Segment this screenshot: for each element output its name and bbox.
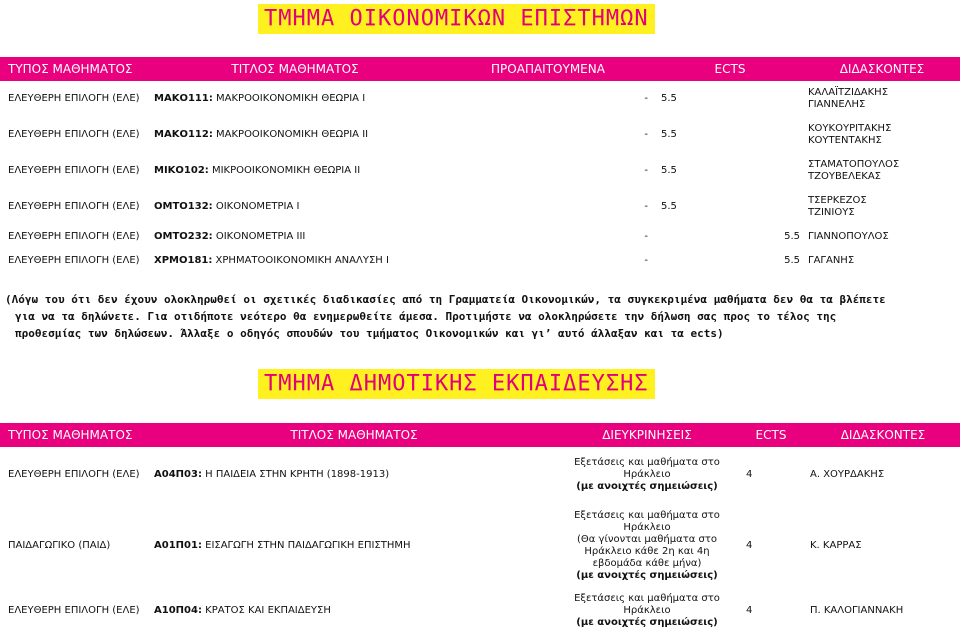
course-name: ΜΙΚΡΟΟΙΚΟΝΟΜΙΚΗ ΘΕΩΡΙΑ ΙΙ <box>208 165 361 176</box>
course-teacher: Π. ΚΑΛΟΓΙΑΝΝΑΚΗ <box>810 605 904 616</box>
notes-line: Εξετάσεις και μαθήματα στο <box>574 593 720 604</box>
table-row <box>0 81 960 117</box>
course-code: ΧΡΜΟ181: <box>154 255 213 266</box>
course-title <box>150 189 440 225</box>
course-ects: 5.5 <box>784 231 800 242</box>
course-type: ΕΛΕΥΘΕΡΗ ΕΠΙΛΟΓΗ (ΕΛΕ) <box>8 93 140 104</box>
course-type: ΕΛΕΥΘΕΡΗ ΕΠΙΛΟΓΗ (ΕΛΕ) <box>8 469 140 480</box>
course-title <box>150 589 558 633</box>
course-notes <box>558 503 736 589</box>
course-type: ΕΛΕΥΘΕΡΗ ΕΠΙΛΟΓΗ (ΕΛΕ) <box>8 605 140 616</box>
header-course: ΤΙΤΛΟΣ ΜΑΘΗΜΑΤΟΣ <box>150 57 440 81</box>
course-name: ΧΡΗΜΑΤΟΟΙΚΟΝΟΜΙΚΗ ΑΝΑΛΥΣΗ Ι <box>212 255 389 266</box>
notes-bold: (με ανοιχτές σημειώσεις) <box>576 481 718 492</box>
header-ects: ECTS <box>736 423 806 447</box>
teacher-name: ΓΙΑΝΝΟΠΟΥΛΟΣ <box>808 231 889 242</box>
course-code: ΜΑΚΟ112: <box>154 129 213 140</box>
course-teachers <box>804 225 960 249</box>
header-teachers: ΔΙΔΑΣΚΟΝΤΕΣ <box>804 57 960 81</box>
header-course: ΤΙΤΛΟΣ ΜΑΘΗΜΑΤΟΣ <box>150 423 558 447</box>
notes-line: Ηράκλειο κάθε 2η και 4η εβδομάδα κάθε μήνα) <box>584 546 710 569</box>
table-row <box>0 249 960 273</box>
course-code: ΜΑΚΟ111: <box>154 93 213 104</box>
notes-line: Ηράκλειο <box>623 522 671 533</box>
course-title <box>150 225 440 249</box>
table-row <box>0 225 960 249</box>
course-prereq: - <box>644 93 648 104</box>
header-type: ΤΥΠΟΣ ΜΑΘΗΜΑΤΟΣ <box>0 423 150 447</box>
economics-courses-table <box>0 57 960 273</box>
course-code: ΜΙΚΟ102: <box>154 165 209 176</box>
notes-line: (Θα γίνονται μαθήματα στο <box>577 534 717 545</box>
course-name: ΟΙΚΟΝΟΜΕΤΡΙΑ Ι <box>212 201 300 212</box>
teacher-name: ΓΑΓΑΝΗΣ <box>808 255 855 266</box>
notes-line: Ηράκλειο <box>623 469 671 480</box>
teacher-name: ΤΖΙΝΙΟΥΣ <box>808 207 855 218</box>
notes-bold: (με ανοιχτές σημειώσεις) <box>576 617 718 628</box>
section-title-economics: ΤΜΗΜΑ ΟΙΚΟΝΟΜΙΚΩΝ ΕΠΙΣΤΗΜΩΝ <box>258 4 655 34</box>
course-title <box>150 249 440 273</box>
course-notes <box>558 589 736 633</box>
table-row <box>0 589 960 633</box>
table-row <box>0 189 960 225</box>
table-row <box>0 447 960 503</box>
header-prereq: ΠΡΟΑΠΑΙΤΟΥΜΕΝΑ <box>440 57 656 81</box>
header-type: ΤΥΠΟΣ ΜΑΘΗΜΑΤΟΣ <box>0 57 150 81</box>
course-title <box>150 117 440 153</box>
course-ects: 5.5 <box>661 129 677 140</box>
teacher-name: ΚΑΛΑΪΤΖΙΔΑΚΗΣ <box>808 87 889 98</box>
notes-line: Εξετάσεις και μαθήματα στο <box>574 457 720 468</box>
teacher-name: ΤΣΕΡΚΕΖΟΣ <box>808 195 867 206</box>
course-code: ΟΜΤΟ132: <box>154 201 213 212</box>
table-row <box>0 503 960 589</box>
teacher-name: ΚΟΥΚΟΥΡΙΤΑΚΗΣ <box>808 123 892 134</box>
course-type: ΠΑΙΔΑΓΩΓΙΚΟ (ΠΑΙΔ) <box>8 540 111 551</box>
course-name: ΜΑΚΡΟΟΙΚΟΝΟΜΙΚΗ ΘΕΩΡΙΑ Ι <box>212 93 366 104</box>
course-code: Α04Π03: <box>154 469 202 480</box>
primary-education-courses-table <box>0 423 960 633</box>
course-code: Α10Π04: <box>154 605 202 616</box>
course-teachers <box>804 249 960 273</box>
course-prereq: - <box>644 201 648 212</box>
course-name: ΜΑΚΡΟΟΙΚΟΝΟΜΙΚΗ ΘΕΩΡΙΑ ΙΙ <box>212 129 369 140</box>
course-ects: 4 <box>746 605 753 616</box>
course-code: Α01Π01: <box>154 540 202 551</box>
header-teachers: ΔΙΔΑΣΚΟΝΤΕΣ <box>806 423 960 447</box>
course-type: ΕΛΕΥΘΕΡΗ ΕΠΙΛΟΓΗ (ΕΛΕ) <box>8 231 140 242</box>
notice-line: για να τα δηλώνετε. Για οτιδήποτε νεότερο θα ενημερωθείτε άμεσα. Προτιμήστε να ολοκληρώσετε την δήλωση σας προς το τέλος της <box>15 310 837 323</box>
teacher-name: ΓΙΑΝΝΕΛΗΣ <box>808 99 866 110</box>
header-ects: ECTS <box>656 57 804 81</box>
course-type: ΕΛΕΥΘΕΡΗ ΕΠΙΛΟΓΗ (ΕΛΕ) <box>8 165 140 176</box>
course-type: ΕΛΕΥΘΕΡΗ ΕΠΙΛΟΓΗ (ΕΛΕ) <box>8 201 140 212</box>
course-type: ΕΛΕΥΘΕΡΗ ΕΠΙΛΟΓΗ (ΕΛΕ) <box>8 255 140 266</box>
course-name: Η ΠΑΙΔΕΙΑ ΣΤΗΝ ΚΡΗΤΗ (1898-1913) <box>201 469 390 480</box>
course-name: ΟΙΚΟΝΟΜΕΤΡΙΑ ΙΙΙ <box>212 231 306 242</box>
notice-text <box>5 291 955 342</box>
header-notes: ΔΙΕΥΚΡΙΝΗΣΕΙΣ <box>558 423 736 447</box>
course-ects: 5.5 <box>661 201 677 212</box>
table-header-row <box>0 423 960 447</box>
course-ects: 5.5 <box>784 255 800 266</box>
course-title <box>150 81 440 117</box>
course-ects: 4 <box>746 469 753 480</box>
notice-line: προθεσμίας των δηλώσεων. Άλλαξε ο οδηγός σπουδών του τμήματος Οικονομικών και γι’ αυτό άλλαξαν και τα ects) <box>15 327 724 340</box>
table-header-row <box>0 57 960 81</box>
teacher-name: ΚΟΥΤΕΝΤΑΚΗΣ <box>808 135 882 146</box>
course-ects: 5.5 <box>661 93 677 104</box>
notes-line: Εξετάσεις και μαθήματα στο <box>574 510 720 521</box>
course-teachers <box>804 189 960 225</box>
table-row <box>0 117 960 153</box>
course-name: ΕΙΣΑΓΩΓΗ ΣΤΗΝ ΠΑΙΔΑΓΩΓΙΚΗ ΕΠΙΣΤΗΜΗ <box>201 540 411 551</box>
course-prereq: - <box>644 231 648 242</box>
teacher-name: ΤΖΟΥΒΕΛΕΚΑΣ <box>808 171 881 182</box>
notes-bold: (με ανοιχτές σημειώσεις) <box>576 570 718 581</box>
course-teachers <box>804 153 960 189</box>
course-title <box>150 447 558 503</box>
course-prereq: - <box>644 129 648 140</box>
section-title-primary-education: ΤΜΗΜΑ ΔΗΜΟΤΙΚΗΣ ΕΚΠΑΙΔΕΥΣΗΣ <box>258 369 655 399</box>
course-title <box>150 503 558 589</box>
course-prereq: - <box>644 165 648 176</box>
course-ects: 4 <box>746 540 753 551</box>
course-ects: 5.5 <box>661 165 677 176</box>
course-code: ΟΜΤΟ232: <box>154 231 213 242</box>
course-name: ΚΡΑΤΟΣ ΚΑΙ ΕΚΠΑΙΔΕΥΣΗ <box>201 605 331 616</box>
notice-line: (Λόγω του ότι δεν έχουν ολοκληρωθεί οι σχετικές διαδικασίες από τη Γραμματεία Οικονομικών, τα συγκεκριμένα μαθήματα δεν θα τα βλέπετε <box>5 293 886 306</box>
teacher-name: ΣΤΑΜΑΤΟΠΟΥΛΟΣ <box>808 159 900 170</box>
course-prereq: - <box>644 255 648 266</box>
course-teacher: Κ. ΚΑΡΡΑΣ <box>810 540 862 551</box>
course-notes <box>558 447 736 503</box>
course-teacher: Α. ΧΟΥΡΔΑΚΗΣ <box>810 469 885 480</box>
course-teachers <box>804 81 960 117</box>
table-row <box>0 153 960 189</box>
course-teachers <box>804 117 960 153</box>
course-type: ΕΛΕΥΘΕΡΗ ΕΠΙΛΟΓΗ (ΕΛΕ) <box>8 129 140 140</box>
course-title <box>150 153 440 189</box>
notes-line: Ηράκλειο <box>623 605 671 616</box>
